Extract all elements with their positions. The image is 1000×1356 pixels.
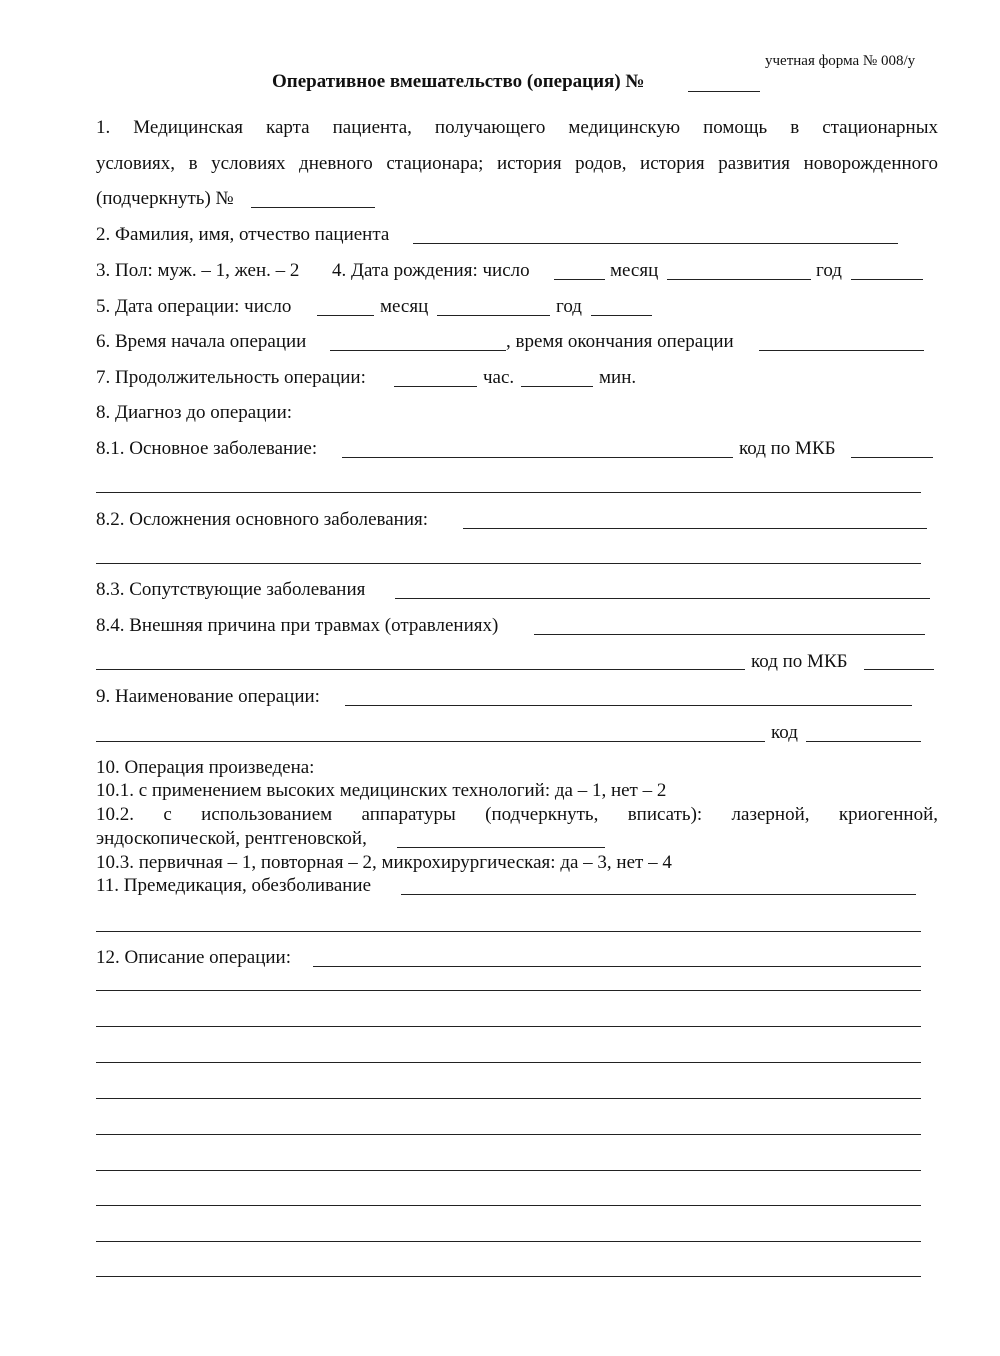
birth-month-field[interactable] <box>667 279 811 280</box>
operation-performed-label: 10. Операция произведена: <box>96 757 315 778</box>
description-line[interactable] <box>96 1062 921 1063</box>
operation-description-field[interactable] <box>313 966 921 967</box>
complications-field[interactable] <box>463 528 927 529</box>
operation-day-field[interactable] <box>317 315 374 316</box>
duration-hours-field[interactable] <box>394 386 477 387</box>
concomitant-label: 8.3. Сопутствующие заболевания <box>96 579 366 600</box>
description-line[interactable] <box>96 1134 921 1135</box>
description-line[interactable] <box>96 990 921 991</box>
external-cause-field[interactable] <box>534 634 925 635</box>
premedication-field[interactable] <box>401 894 916 895</box>
start-time-field[interactable] <box>330 350 506 351</box>
operation-code-label: код <box>771 722 798 743</box>
mkb-code-field[interactable] <box>851 457 933 458</box>
high-tech-label: 10.1. с применением высоких медицинских технологий: да – 1, нет – 2 <box>96 780 667 801</box>
operation-code-field[interactable] <box>806 741 921 742</box>
duration-minutes-field[interactable] <box>521 386 593 387</box>
item1-line1: 1. Медицинская карта пациента, получающего медицинскую помощь в стационарных <box>96 117 938 138</box>
form-id: учетная форма № 008/у <box>765 53 916 69</box>
item1-line3: (подчеркнуть) № <box>96 188 234 209</box>
diagnosis-label: 8. Диагноз до операции: <box>96 402 293 423</box>
description-line[interactable] <box>96 1170 921 1171</box>
item1-line2: условиях, в условиях дневного стационара; история родов, история развития новорожденного <box>96 153 938 174</box>
equipment-line2: эндоскопической, рентгеновской, <box>96 828 367 849</box>
main-disease-field[interactable] <box>342 457 733 458</box>
main-disease-label: 8.1. Основное заболевание: <box>96 438 318 459</box>
description-line[interactable] <box>96 1241 921 1242</box>
hours-label: час. <box>483 367 515 388</box>
birth-day-field[interactable] <box>554 279 605 280</box>
complications-line-2[interactable] <box>96 563 921 564</box>
description-line[interactable] <box>96 1098 921 1099</box>
duration-label: 7. Продолжительность операции: <box>96 367 366 388</box>
end-time-field[interactable] <box>759 350 924 351</box>
description-line[interactable] <box>96 1205 921 1206</box>
operation-name-field[interactable] <box>345 705 912 706</box>
mkb-code2-field[interactable] <box>864 669 934 670</box>
operation-date-label: 5. Дата операции: число <box>96 296 292 317</box>
description-line[interactable] <box>96 1276 921 1277</box>
sex-label: 3. Пол: муж. – 1, жен. – 2 <box>96 260 300 281</box>
operation-month-label: месяц <box>380 296 429 317</box>
external-cause-line-2[interactable] <box>96 669 745 670</box>
minutes-label: мин. <box>599 367 637 388</box>
operation-year-label: год <box>556 296 582 317</box>
birth-month-label: месяц <box>610 260 659 281</box>
operation-name-label: 9. Наименование операции: <box>96 686 320 707</box>
operation-type-label: 10.3. первичная – 1, повторная – 2, микрохирургическая: да – 3, нет – 4 <box>96 852 672 873</box>
medical-card-number-field[interactable] <box>251 207 375 208</box>
birth-date-label: 4. Дата рождения: число <box>332 260 530 281</box>
external-cause-label: 8.4. Внешняя причина при травмах (отравлениях) <box>96 615 499 636</box>
concomitant-field[interactable] <box>395 598 930 599</box>
item2-label: 2. Фамилия, имя, отчество пациента <box>96 224 390 245</box>
mkb-code2-label: код по МКБ <box>751 651 848 672</box>
birth-year-field[interactable] <box>851 279 923 280</box>
premedication-line-2[interactable] <box>96 931 921 932</box>
complications-label: 8.2. Осложнения основного заболевания: <box>96 509 429 530</box>
patient-name-field[interactable] <box>413 243 898 244</box>
operation-name-line-2[interactable] <box>96 741 765 742</box>
premedication-label: 11. Премедикация, обезболивание <box>96 875 372 896</box>
start-time-label: 6. Время начала операции <box>96 331 307 352</box>
end-time-label: , время окончания операции <box>506 331 734 352</box>
description-line[interactable] <box>96 1026 921 1027</box>
equipment-field[interactable] <box>397 847 605 848</box>
birth-year-label: год <box>816 260 842 281</box>
mkb-code-label: код по МКБ <box>739 438 836 459</box>
operation-description-label: 12. Описание операции: <box>96 947 291 968</box>
main-disease-line-2[interactable] <box>96 492 921 493</box>
operation-month-field[interactable] <box>437 315 550 316</box>
equipment-line1: 10.2. с использованием аппаратуры (подчеркнуть, вписать): лазерной, криогенной, <box>96 804 938 825</box>
operation-number-field[interactable] <box>688 91 760 92</box>
form-title: Оперативное вмешательство (операция) № <box>272 71 645 92</box>
operation-year-field[interactable] <box>591 315 652 316</box>
